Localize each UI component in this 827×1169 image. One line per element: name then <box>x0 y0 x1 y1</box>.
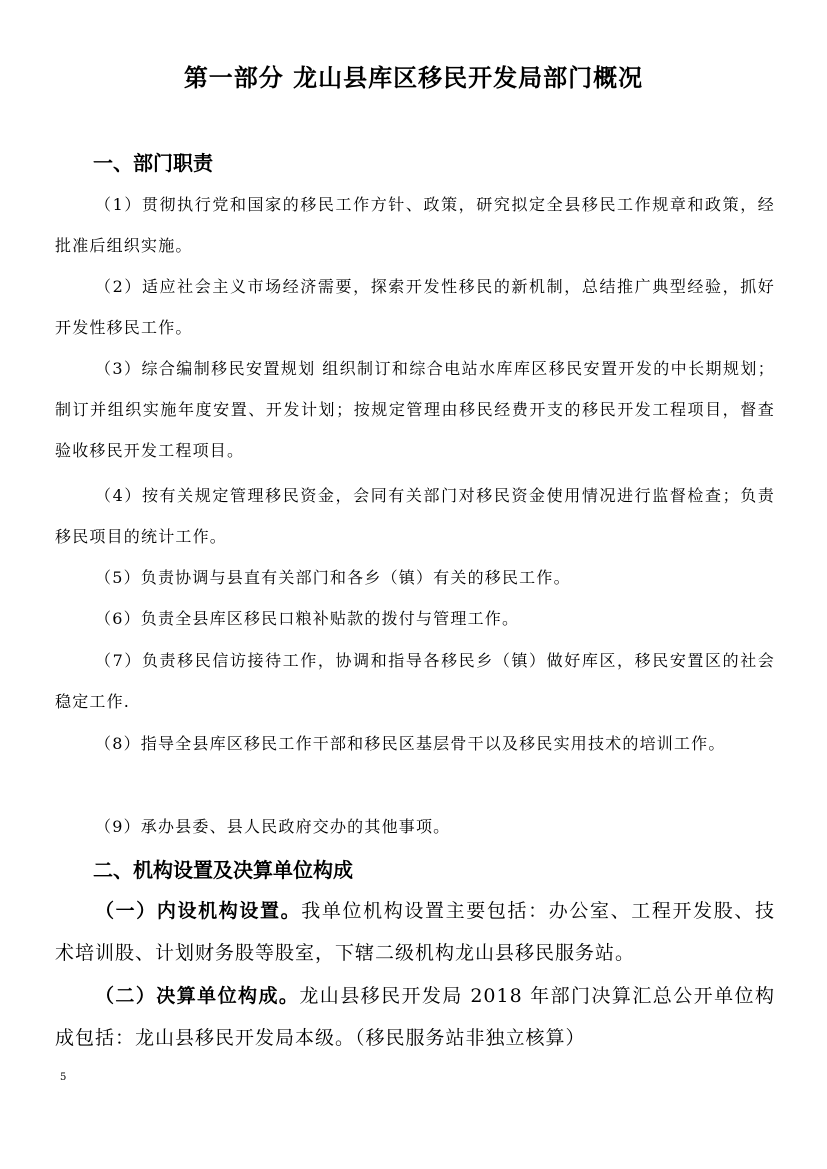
budget-unit-label: （二）决算单位构成。 <box>95 985 300 1007</box>
internal-structure-text: 我单位机构设置主要包括：办公室、工程开发股、技术培训股、计划财务股等股室，下辖二级机构龙山县移民服务站。 <box>55 900 775 964</box>
page-number: 5 <box>60 1072 67 1083</box>
internal-structure-paragraph <box>55 890 775 974</box>
page-title: 第一部分 龙山县库区移民开发局部门概况 <box>183 64 644 92</box>
duty-item-9: （9）承办县委、县人民政府交办的其他事项。 <box>95 817 451 836</box>
duty-item-8: （8）指导全县库区移民工作干部和移民区基层骨干以及移民实用技术的培训工作。 <box>95 734 726 753</box>
duty-item-5: （5）负责协调与县直有关部门和各乡（镇）有关的移民工作。 <box>95 568 571 587</box>
section-heading-duties: 一、部门职责 <box>93 151 213 175</box>
duty-item-3: （3）综合编制移民安置规划 组织制订和综合电站水库库区移民安置开发的中长期规划；制订并组织实施年度安置、开发计划；按规定管理由移民经费开支的移民开发工程项目，督查验收移民开发工程项目。 <box>55 359 775 460</box>
duty-item-4: （4）按有关规定管理移民资金，会同有关部门对移民资金使用情况进行监督检查；负责移民项目的统计工作。 <box>55 486 775 546</box>
duty-item-1: （1）贯彻执行党和国家的移民工作方针、政策，研究拟定全县移民工作规章和政策，经批准后组织实施。 <box>55 195 775 255</box>
budget-unit-paragraph <box>55 975 775 1059</box>
section-heading-structure: 二、机构设置及决算单位构成 <box>93 858 353 882</box>
duty-item-7: （7）负责移民信访接待工作，协调和指导各移民乡（镇）做好库区，移民安置区的社会稳定工作. <box>55 651 775 711</box>
duty-item-2: （2）适应社会主义市场经济需要，探索开发性移民的新机制，总结推广典型经验，抓好开发性移民工作。 <box>55 277 775 337</box>
budget-unit-text: 龙山县移民开发局 2018 年部门决算汇总公开单位构成包括：龙山县移民开发局本级。（移民服务站非独立核算） <box>55 985 775 1049</box>
internal-structure-label: （一）内设机构设置。 <box>95 900 302 922</box>
duty-item-6: （6）负责全县库区移民口粮补贴款的拨付与管理工作。 <box>95 609 520 628</box>
